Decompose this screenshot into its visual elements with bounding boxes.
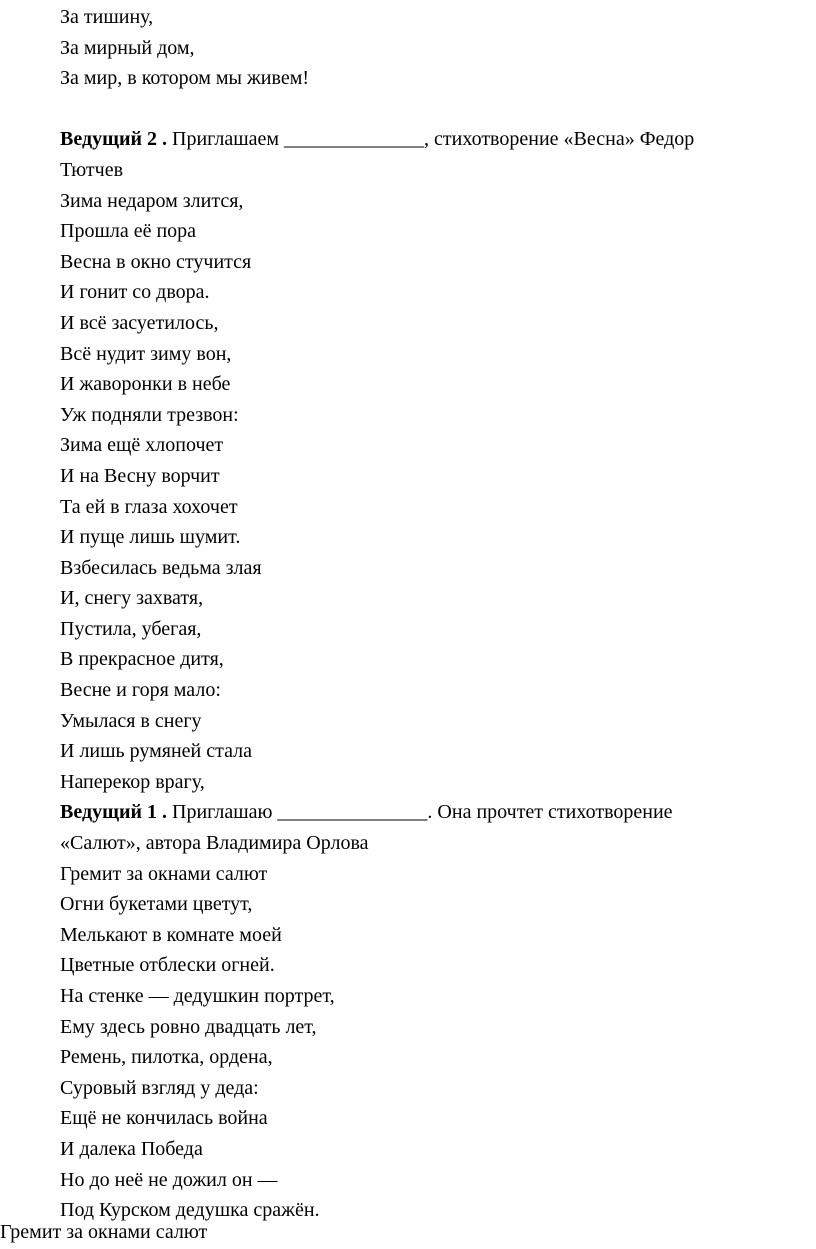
poem-line: На стенке — дедушкин портрет, (60, 985, 335, 1007)
poem-line: Весна в окно стучится (60, 250, 252, 273)
poem-vesna (60, 186, 800, 798)
poem-line: Умылася в снегу (60, 709, 202, 732)
poem-line: Гремит за окнами салют (60, 862, 268, 885)
poem-line: И гонит со двора. (60, 281, 210, 304)
poem-line: Но до неё не дожил он — (60, 1168, 278, 1191)
paragraph-gap (60, 94, 800, 125)
poem-line: Ему здесь ровно двадцать лет, (60, 1015, 317, 1038)
intro-text: Приглашаем ______________, стихотворение «Весна» Федор (167, 128, 695, 151)
poem-line: В прекрасное дитя, (60, 648, 224, 671)
poem-line: Цветные отблески огней. (60, 954, 275, 977)
poem-line: И, снегу захватя, (60, 587, 204, 610)
poem-line: Огни букетами цветут, (60, 893, 253, 916)
host-1-intro (60, 797, 800, 828)
intro-text: Приглашаю _______________. Она прочтет стихотворение (167, 801, 673, 824)
poem-line: За мир, в котором мы живем! (60, 67, 310, 90)
poem-line: И лишь румяней стала (60, 740, 253, 763)
poem-line: И всё засуетилось, (60, 311, 219, 334)
poem-line: За мирный дом, (60, 36, 195, 59)
poem-line: Наперекор врагу, (60, 770, 205, 793)
poem-line: Взбесилась ведьма злая (60, 556, 262, 579)
poem-line: И пуще лишь шумит. (60, 526, 241, 549)
poem-salyut (60, 859, 800, 1226)
poem-line: Зима ещё хлопочет (60, 434, 224, 457)
poem-line: Ремень, пилотка, ордена, (60, 1046, 273, 1069)
poem-line: Всё нудит зиму вон, (60, 342, 232, 365)
poem-line: И жаворонки в небе (60, 373, 231, 396)
poem-line: Пустила, убегая, (60, 617, 202, 640)
poem-line: Прошла её пора (60, 220, 197, 243)
poem-line: Ещё не кончилась война (60, 1107, 268, 1130)
speaker-label: Ведущий 1 . (60, 801, 168, 824)
poem-line: Суровый взгляд у деда: (60, 1076, 259, 1099)
poem-line: И на Весну ворчит (60, 464, 220, 487)
poem-line: За тишину, (60, 6, 154, 28)
poem-line: Под Курском дедушка сражён. (60, 1199, 320, 1222)
poem-line: Весне и горя мало: (60, 679, 221, 702)
trailing-line: Гремит за окнами салют (0, 1221, 208, 1243)
poem-line: И далека Победа (60, 1137, 203, 1160)
intro-continuation: «Салют», автора Владимира Орлова (60, 832, 369, 855)
document-body (60, 2, 800, 1226)
intro-continuation: Тютчев (60, 158, 124, 181)
poem-line: Та ей в глаза хохочет (60, 495, 238, 518)
host-2-intro (60, 124, 800, 155)
speaker-label: Ведущий 2 . (60, 128, 168, 151)
poem-line: Зима недаром злится, (60, 189, 244, 212)
poem-line: Мелькают в комнате моей (60, 923, 282, 946)
poem-line: Уж подняли трезвон: (60, 403, 239, 426)
